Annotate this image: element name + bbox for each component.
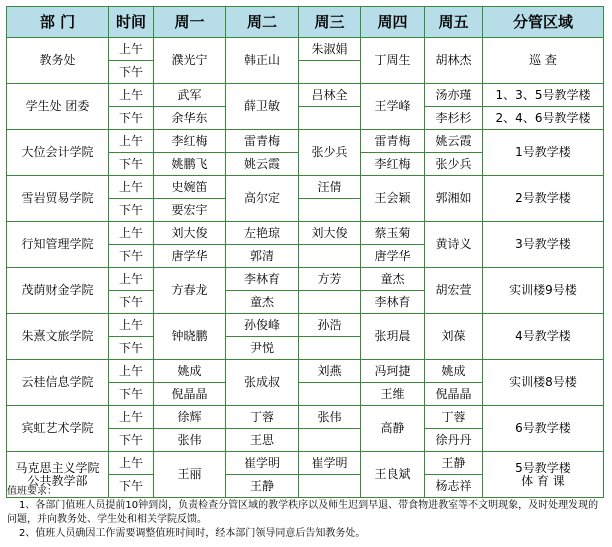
dept-cell: 行知管理学院 [7,222,109,268]
wed-am-cell: 孙浩 [299,314,361,337]
thu-cell: 王良斌 [361,452,425,498]
dept-cell: 马克思主义学院 公共教学部 [7,452,109,498]
thu-cell: 王学峰 [361,84,425,130]
wed-am-cell: 张伟 [299,406,361,429]
dept-cell: 朱熹文旅学院 [7,314,109,360]
wed-pm-cell [299,429,361,452]
tue-cell: 韩正山 [226,38,299,84]
period-am: 上午 [109,268,154,291]
table-row [7,84,604,107]
area-cell: 4号教学楼 [483,314,604,360]
wed-pm-cell [299,61,361,84]
mon-am-cell: 史婉笛 [154,176,226,199]
thu-am-cell: 冯珂捷 [361,360,425,383]
tue-am-cell: 李林育 [226,268,299,291]
thu-am-cell: 童杰 [361,268,425,291]
fri-am-cell: 汤亦瑾 [425,84,483,107]
tue-cell: 张成叔 [226,360,299,406]
header-dept: 部 门 [7,7,109,38]
period-am: 上午 [109,406,154,429]
period-am: 上午 [109,452,154,475]
period-am: 上午 [109,360,154,383]
mon-pm-cell: 要宏宇 [154,199,226,222]
table-row [7,360,604,383]
period-am: 上午 [109,176,154,199]
tue-pm-cell: 姚云霞 [226,153,299,176]
period-pm: 下午 [109,429,154,452]
tue-pm-cell: 王静 [226,475,299,498]
area-pm-cell: 2、4、6号教学楼 [483,107,604,130]
fri-am-cell: 王静 [425,452,483,475]
period-am: 上午 [109,130,154,153]
area-cell: 2号教学楼 [483,176,604,222]
fri-pm-cell: 倪晶晶 [425,383,483,406]
tue-pm-cell: 王思 [226,429,299,452]
period-pm: 下午 [109,153,154,176]
thu-am-cell: 蔡玉菊 [361,222,425,245]
notes-title: 值班要求： [7,486,57,497]
wed-am-cell: 崔学明 [299,452,361,475]
mon-pm-cell: 唐学华 [154,245,226,268]
table-row [7,38,604,61]
duty-schedule-table [6,6,604,498]
table-row [7,452,604,475]
area-am-cell: 1、3、5号教学楼 [483,84,604,107]
fri-am-cell: 姚成 [425,360,483,383]
notes-item-2: 2、值班人员确因工作需要调整值班时间时，经本部门领导同意后告知教务处。 [19,528,366,539]
thu-pm-cell: 李林育 [361,291,425,314]
area-cell: 1号教学楼 [483,130,604,176]
wed-am-cell: 刘燕 [299,360,361,383]
wed-cell: 张少兵 [299,130,361,176]
wed-pm-cell [299,245,361,268]
wed-pm-cell [299,199,361,222]
fri-cell: 胡宏萱 [425,268,483,314]
period-pm: 下午 [109,383,154,406]
period-pm: 下午 [109,61,154,84]
fri-cell: 刘葆 [425,314,483,360]
mon-cell: 方春龙 [154,268,226,314]
tue-am-cell: 雷青梅 [226,130,299,153]
mon-pm-cell: 张伟 [154,429,226,452]
tue-am-cell: 崔学明 [226,452,299,475]
header-mon: 周一 [154,7,226,38]
fri-pm-cell: 徐丹丹 [425,429,483,452]
dept-cell: 茂荫财金学院 [7,268,109,314]
fri-am-cell: 姚云霞 [425,130,483,153]
table-row [7,406,604,429]
table-row [7,130,604,153]
table-row [7,176,604,199]
mon-am-cell: 武军 [154,84,226,107]
tue-am-cell: 孙俊峰 [226,314,299,337]
tue-cell: 高尔定 [226,176,299,222]
header-fri: 周五 [425,7,483,38]
mon-am-cell: 姚成 [154,360,226,383]
mon-cell: 王丽 [154,452,226,498]
area-cell: 3号教学楼 [483,222,604,268]
header-thu: 周四 [361,7,425,38]
notes-item-1: 1、各部门值班人员提前10钟到岗，负责检查分管区域的教学秩序以及师生迟到早退、带食物进教室等不文明现象，及时处理发现的问题，并向教务处、学生处和相关学院反馈。 [7,500,599,525]
thu-cell: 张玥晨 [361,314,425,360]
tue-am-cell: 丁蓉 [226,406,299,429]
period-pm: 下午 [109,199,154,222]
period-pm: 下午 [109,107,154,130]
table-row [7,268,604,291]
period-am: 上午 [109,222,154,245]
mon-cell: 钟晓鹏 [154,314,226,360]
mon-cell: 濮光宁 [154,38,226,84]
area-cell: 6号教学楼 [483,406,604,452]
tue-pm-cell: 童杰 [226,291,299,314]
dept-cell: 雪岩贸易学院 [7,176,109,222]
dept-cell: 云桂信息学院 [7,360,109,406]
mon-pm-cell: 余华东 [154,107,226,130]
dept-cell: 教务处 [7,38,109,84]
thu-pm-cell: 李红梅 [361,153,425,176]
thu-cell: 王会颖 [361,176,425,222]
wed-am-cell: 刘大俊 [299,222,361,245]
fri-am-cell: 丁蓉 [425,406,483,429]
thu-cell: 高静 [361,406,425,452]
wed-am-cell: 汪倩 [299,176,361,199]
fri-pm-cell: 张少兵 [425,153,483,176]
header-time: 时间 [109,7,154,38]
period-am: 上午 [109,314,154,337]
mon-pm-cell: 姚鹏飞 [154,153,226,176]
header-wed: 周三 [299,7,361,38]
thu-pm-cell: 唐学华 [361,245,425,268]
table-body [7,38,604,498]
wed-pm-cell [299,383,361,406]
table-row [7,314,604,337]
fri-cell: 黄诗义 [425,222,483,268]
wed-am-cell: 方芳 [299,268,361,291]
tue-pm-cell: 郭清 [226,245,299,268]
header-area: 分管区域 [483,7,604,38]
wed-pm-cell [299,291,361,314]
period-pm: 下午 [109,291,154,314]
period-pm: 下午 [109,337,154,360]
dept-cell: 学生处 团委 [7,84,109,130]
thu-am-cell: 雷青梅 [361,130,425,153]
header-tue: 周二 [226,7,299,38]
header-row [7,7,604,38]
fri-cell: 郭湘如 [425,176,483,222]
tue-pm-cell: 尹悦 [226,337,299,360]
tue-cell: 薛卫敏 [226,84,299,130]
period-pm: 下午 [109,475,154,498]
area-cell: 实训楼9号楼 [483,268,604,314]
area-cell: 巡 查 [483,38,604,84]
duty-requirements [7,485,607,541]
mon-am-cell: 李红梅 [154,130,226,153]
fri-cell: 胡林杰 [425,38,483,84]
fri-pm-cell: 杨志祥 [425,475,483,498]
fri-pm-cell: 李杉杉 [425,107,483,130]
table-row [7,222,604,245]
period-am: 上午 [109,38,154,61]
area-cell: 实训楼8号楼 [483,360,604,406]
wed-am-cell: 朱淑娟 [299,38,361,61]
period-pm: 下午 [109,245,154,268]
wed-pm-cell [299,107,361,130]
thu-pm-cell: 王维 [361,383,425,406]
thu-cell: 丁周生 [361,38,425,84]
area-cell: 5号教学楼 体 育 课 [483,452,604,498]
tue-am-cell: 左艳琼 [226,222,299,245]
dept-cell: 宾虹艺术学院 [7,406,109,452]
period-am: 上午 [109,84,154,107]
mon-am-cell: 徐辉 [154,406,226,429]
mon-am-cell: 刘大俊 [154,222,226,245]
wed-pm-cell [299,337,361,360]
dept-cell: 大位会计学院 [7,130,109,176]
wed-am-cell: 吕林全 [299,84,361,107]
mon-pm-cell: 倪晶晶 [154,383,226,406]
